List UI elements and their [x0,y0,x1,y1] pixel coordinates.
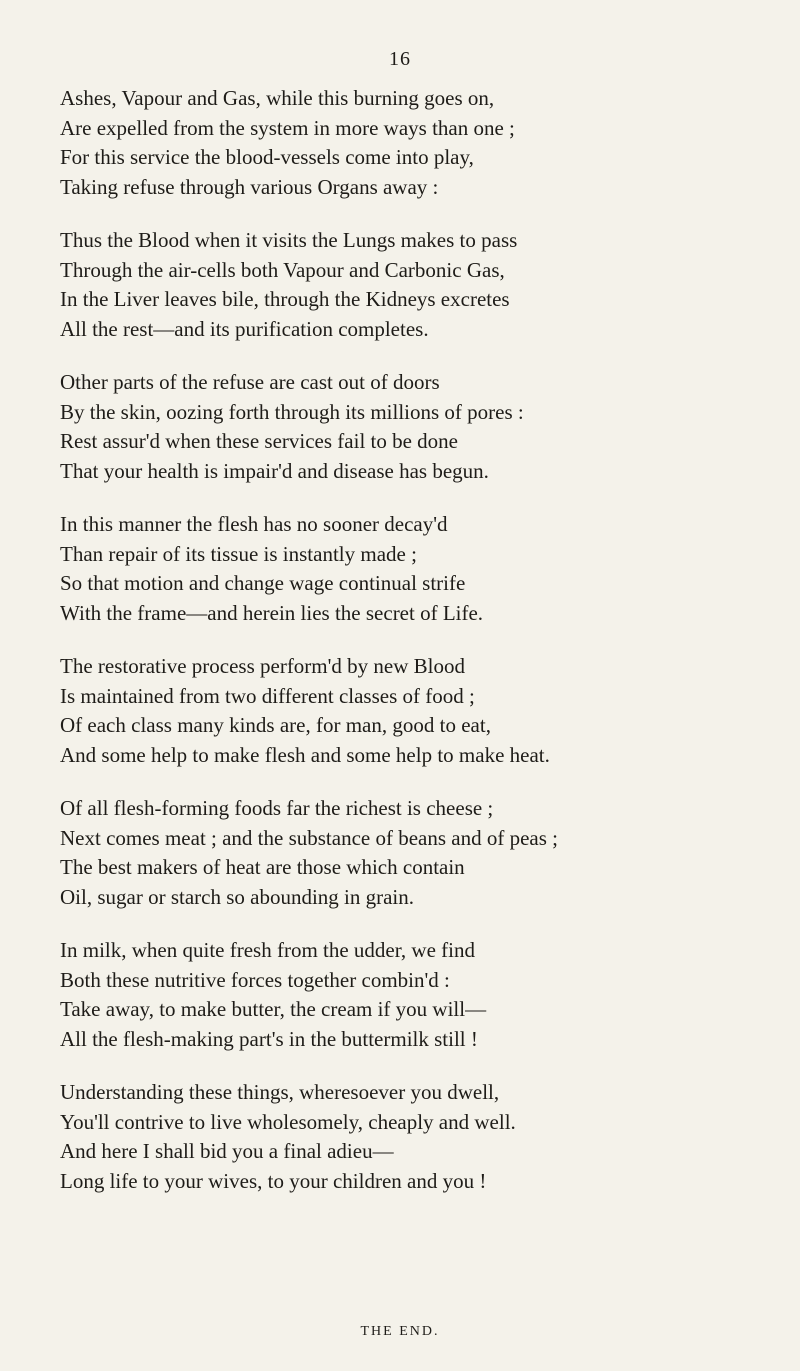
poem-line: Thus the Blood when it visits the Lungs makes to pass [60,228,518,252]
poem-line: Rest assur'd when these services fail to be done [60,429,459,453]
poem-line: Other parts of the refuse are cast out of doors [60,370,440,394]
poem-line: Take away, to make butter, the cream if you will— [60,997,487,1021]
stanza [60,794,780,912]
poem-line: That your health is impair'd and disease has begun. [60,458,489,483]
stanza [60,84,780,202]
poem-line: Through the air-cells both Vapour and Carbonic Gas, [60,257,505,282]
page-number: 16 [389,48,411,70]
poem-line: The best makers of heat are those which contain [60,855,465,879]
stanza [60,652,780,770]
poem-line: And here I shall bid you a final adieu— [60,1139,394,1163]
poem-line: Long life to your wives, to your children and you ! [60,1168,487,1193]
poem-line: In the Liver leaves bile, through the Kidneys excretes [60,287,510,311]
poem-line: Oil, sugar or starch so abounding in grain. [60,884,415,909]
poem-line: Taking refuse through various Organs away : [60,174,439,199]
poem-line: You'll contrive to live wholesomely, cheaply and well. [60,1109,516,1134]
poem-line: Of all flesh-forming foods far the richest is cheese ; [60,796,494,820]
poem-line: For this service the blood-vessels come into play, [60,145,474,169]
poem-body [60,84,780,1220]
stanza [60,368,780,486]
stanza [60,936,780,1054]
poem-line: All the rest—and its purification completes. [60,316,429,341]
poem-line: Next comes meat ; and the substance of beans and of peas ; [60,825,559,850]
poem-line: All the flesh-making part's in the buttermilk still ! [60,1026,478,1051]
the-end-label: THE END. [360,1324,440,1339]
poem-line: Than repair of its tissue is instantly made ; [60,541,417,566]
poem-line: Ashes, Vapour and Gas, while this burning goes on, [60,86,495,110]
stanza [60,226,780,344]
poem-line: Understanding these things, wheresoever you dwell, [60,1080,500,1104]
poem-line: In milk, when quite fresh from the udder, we find [60,938,475,962]
poem-line: The restorative process perform'd by new Blood [60,654,465,678]
poem-line: Of each class many kinds are, for man, good to eat, [60,713,491,737]
poem-line: Is maintained from two different classes of food ; [60,683,475,708]
poem-line: Both these nutritive forces together combin'd : [60,967,450,992]
stanza [60,1078,780,1196]
poem-line: And some help to make flesh and some help to make heat. [60,742,550,767]
stanza [60,510,780,628]
poem-line: In this manner the flesh has no sooner decay'd [60,512,448,536]
poem-line: With the frame—and herein lies the secret of Life. [60,600,484,625]
poem-line: By the skin, oozing forth through its millions of pores : [60,399,524,424]
poem-line: Are expelled from the system in more ways than one ; [60,115,515,140]
poem-line: So that motion and change wage continual strife [60,571,466,595]
